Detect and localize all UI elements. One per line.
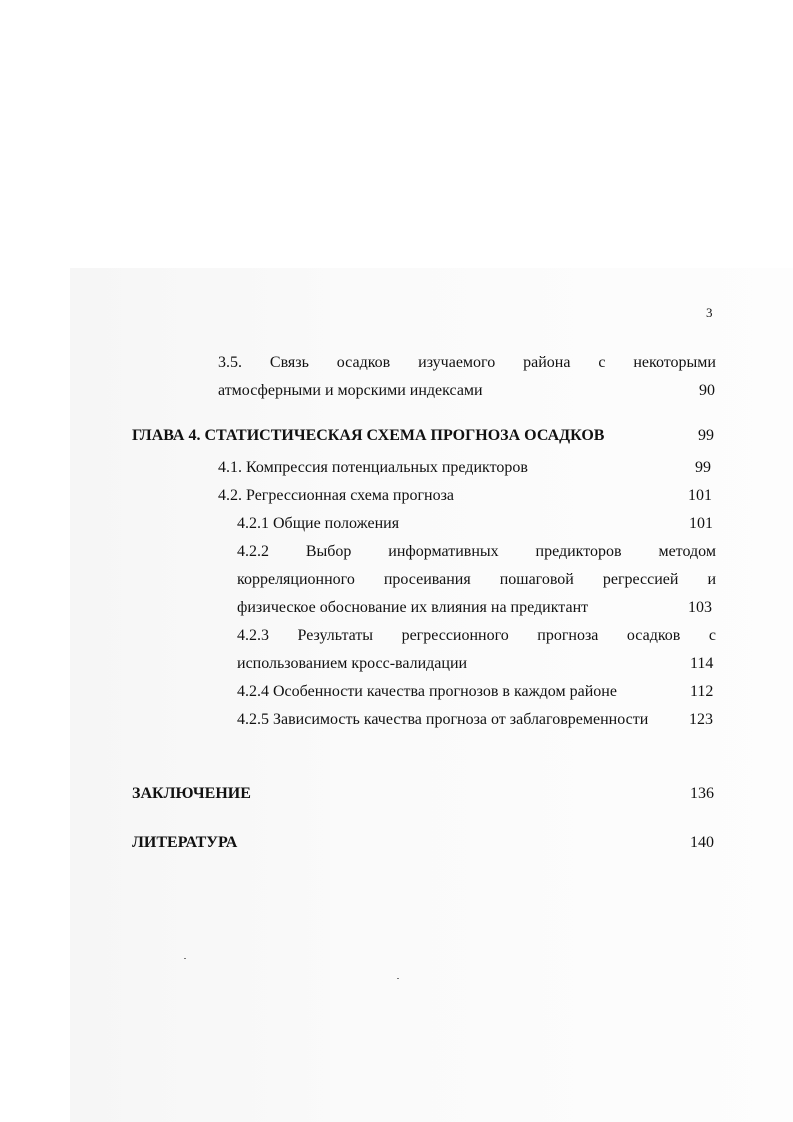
toc-4-2-2-word: пошаговой	[499, 571, 574, 588]
toc-4-2-2-word: методом	[658, 543, 716, 560]
toc-4-2-3-word: с	[708, 627, 716, 644]
toc-conclusion-title: ЗАКЛЮЧЕНИЕ	[132, 785, 251, 802]
toc-3-5-word: Связь	[269, 354, 309, 371]
toc-4-2-page: 101	[688, 487, 712, 504]
toc-3-5-number: 3.5.	[218, 354, 242, 371]
toc-4-2-3-word: 4.2.3	[237, 627, 269, 644]
toc-3-5-word: с	[598, 354, 606, 371]
toc-4-2-4-title: 4.2.4 Особенности качества прогнозов в каждом районе	[237, 683, 617, 700]
toc-chapter-4-title: ГЛАВА 4. СТАТИСТИЧЕСКАЯ СХЕМА ПРОГНОЗА ОСАДКОВ	[132, 427, 605, 444]
toc-4-2-title: 4.2. Регрессионная схема прогноза	[218, 487, 455, 504]
toc-4-2-2-word: предикторов	[535, 543, 622, 560]
toc-3-5-word: осадков	[336, 354, 391, 371]
toc-4-2-5-title: 4.2.5 Зависимость качества прогноза от заблаговременности	[237, 711, 649, 728]
toc-4-2-2-word: корреляционного	[237, 571, 355, 588]
toc-4-2-3-page: 114	[690, 655, 714, 672]
toc-3-5-line2: атмосферными и морскими индексами	[218, 382, 483, 399]
toc-3-5-word: изучаемого	[418, 354, 496, 371]
toc-4-2-2-word: информативных	[388, 543, 499, 560]
toc-4-2-2-word: просеивания	[383, 571, 471, 588]
toc-4-2-2-word: регрессией	[602, 571, 679, 588]
toc-4-2-2-line2	[237, 570, 716, 590]
toc-4-1-title: 4.1. Компрессия потенциальных предикторов	[218, 459, 528, 476]
toc-4-2-2-page: 103	[688, 599, 712, 616]
toc-conclusion-page: 136	[690, 785, 714, 802]
toc-4-1-page: 99	[695, 459, 711, 476]
toc-3-5-word: района	[523, 354, 571, 371]
toc-4-2-3-line2: использованием кросс-валидации	[237, 655, 468, 672]
toc-literature-page: 140	[690, 834, 714, 851]
toc-4-2-3-word: прогноза	[537, 627, 599, 644]
toc-4-2-3-word: осадков	[626, 627, 681, 644]
toc-4-2-5-page: 123	[689, 711, 713, 728]
toc-4-2-4-page: 112	[690, 683, 714, 700]
scan-speck	[397, 978, 399, 979]
toc-4-2-1-title: 4.2.1 Общие положения	[237, 515, 400, 532]
toc-4-2-1-page: 101	[689, 515, 713, 532]
toc-3-5-word: некоторыми	[633, 354, 716, 371]
toc-4-2-2-word: и	[707, 571, 716, 588]
toc-3-5-page: 90	[699, 382, 715, 399]
toc-4-2-2-word: Выбор	[305, 543, 352, 560]
toc-4-2-2-line3: физическое обоснование их влияния на предиктант	[237, 599, 589, 616]
toc-4-2-2-word: 4.2.2	[237, 543, 269, 560]
toc-entry-3-5-line1	[218, 353, 716, 373]
scan-speck	[184, 958, 186, 959]
toc-literature-title: ЛИТЕРАТУРА	[132, 834, 238, 851]
toc-chapter-4-page: 99	[698, 427, 714, 444]
toc-4-2-3-word: Результаты	[297, 627, 374, 644]
toc-4-2-3-word: регрессионного	[401, 627, 509, 644]
toc-4-2-3-line1	[237, 626, 716, 646]
page-number: 3	[706, 305, 713, 320]
toc-4-2-2-line1	[237, 542, 716, 562]
